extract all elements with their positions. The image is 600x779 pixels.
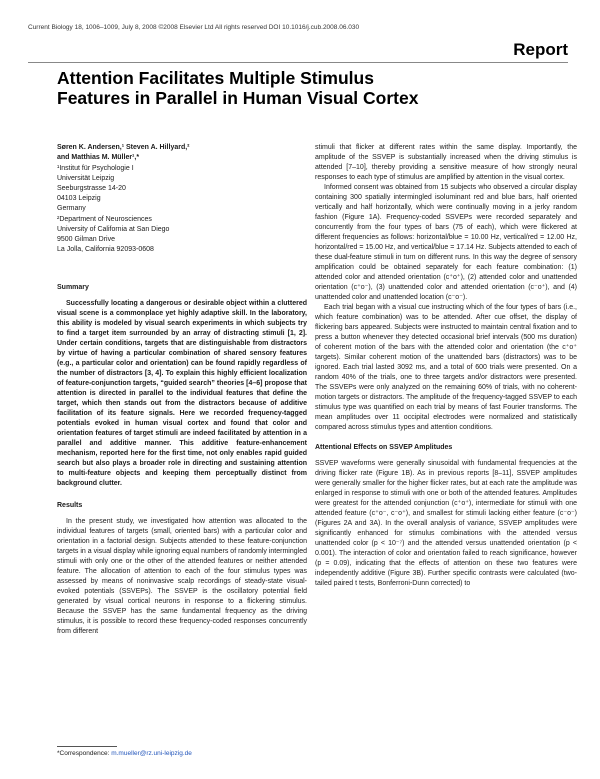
author-list xyxy=(57,143,307,163)
affiliation-2 xyxy=(57,215,307,255)
article-title xyxy=(57,68,537,108)
summary-text: Successfully locating a dangerous or desirable object within a cluttered visual scene is a commonplace yet highly adaptive skill. In the laboratory, this ability is modeled by visual search experiments in which subjects try to find a target item surrounded by an array of distracting stimuli [1, 2]. Under certain conditions, targets that are distinguishable from distractors by virtue of having a particular combination of shared sensory features (e.g., a particular color and orientation) can be found rapidly regardless of the number of distractors [3, 4]. To explain this highly efficient localization of feature-conjunction targets, “guided search” theories [4–6] propose that attention is directed in parallel to the individual features that define the target, which then stands out from the distractors because of additive facilitation of its feature signals. Here we recorded frequency-tagged potentials evoked in human visual cortex and found that color and orientation features of target stimuli are indeed facilitated by attention in a parallel and additive manner. This additive feature-enhancement mechanism, reported here for the first time, not only enables rapid guided search but also plays a broader role in directing and sustaining attention to multi-feature objects and keeping them perceptually distinct from background clutter. xyxy=(57,300,307,487)
right-column xyxy=(315,143,577,589)
header-rule xyxy=(28,62,568,63)
affiliation-2-line: La Jolla, California 92093-0608 xyxy=(57,246,154,253)
right-paragraph-3: Each trial began with a visual cue instructing which of the four types of bars (i.e., which feature combination) was to be attended. After cue offset, the display of flickering bars appeared. Subjects were instructed to maintain central fixation and to press a button whenever they detected occasional brief intervals (500 ms duration) of coherent motion of the bars with the attended color and orientation (the c⁺o⁺ targets). Similar coherent motion of the unattended bars (distractors) was to be ignored. Each trial lasted 3092 ms, and a total of 600 trials were presented. On a random 40% of the trials, one to three targets and/or distractors were presented. The SSVEPs were only analyzed on the remaining 60% of trials, with no coherent-motion targets or distractors. The amplitude of the frequency-tagged SSVEP to each stimulus type was quantified on each trial by means of fast Fourier transforms. The mean amplitudes over 11 occipital electrodes were normalized and statistically compared across stimulus types and attention conditions. xyxy=(315,304,577,431)
section-label: Report xyxy=(513,40,568,59)
affiliation-1-line: Universität Leipzig xyxy=(57,175,115,182)
summary-heading: Summary xyxy=(57,284,89,291)
right-paragraph-1: stimuli that flicker at different rates within the same display. Importantly, the amplitude of the SSVEP is substantially increased when the driving stimulus is attended [7–10], thereby providing a sensitive measure of how strongly neural responses to each type of stimulus are amplified by attention in the visual cortex. xyxy=(315,144,577,181)
author-line-2: and Matthias M. Müller¹,* xyxy=(57,154,140,161)
left-column xyxy=(57,143,307,637)
affiliation-2-line: 9500 Gilman Drive xyxy=(57,236,115,243)
affiliation-1 xyxy=(57,164,307,214)
affiliation-2-line: University of California at San Diego xyxy=(57,226,170,233)
results-paragraph-1: In the present study, we investigated how attention was allocated to the individual features of targets (small, oriented bars) with a particular color and orientation in a factorial design. Subjects attended to these feature-conjunction targets in a visual display while ignoring equal numbers of randomly intermingled stimuli with only one or the other of the attended features or neither attended feature. The allocation of attention to each of the four stimulus types was assessed by means of noninvasive scalp recordings of steady-state visual-evoked potentials (SSVEPs). The SSVEP is the oscillatory potential field generated by visual cortical neurons in response to a flickering stimulus. Because the SSVEP has the same fundamental frequency as the driving stimulus, it is possible to record these frequency-coded responses concurrently from different xyxy=(57,518,307,635)
author-line-1: Søren K. Andersen,¹ Steven A. Hillyard,² xyxy=(57,144,190,151)
affiliation-2-line: ²Department of Neurosciences xyxy=(57,216,152,223)
correspondence-label: *Correspondence: xyxy=(57,750,112,757)
title-line-1: Attention Facilitates Multiple Stimulus xyxy=(57,68,374,88)
right-paragraph-2: Informed consent was obtained from 15 subjects who observed a circular display containing 300 spatially intermingled isoluminant red and blue bars, half oriented vertically and half horizontally, which were continually moving in a jerky random fashion (Figure 1A). Frequency-coded SSVEPs were recorded separately and concurrently from the four types of bars (75 of each), which were flickered at different frequencies as follows: horizontal/blue = 10.00 Hz, vertical/red = 12.00 Hz, horizontal/red = 15.00 Hz, and vertical/blue = 17.14 Hz. Subjects attended to each of these dual-feature stimuli in turn on different runs. In this way the degree of sensory amplification could be obtained separately for each feature combination: (1) attended color and attended orientation (c⁺o⁺), (2) attended color and unattended orientation (c⁺o⁻), (3) unattended color and attended orientation (c⁻o⁺), and (4) unattended color and unattended location (c⁻o⁻). xyxy=(315,184,577,301)
footnote-rule xyxy=(57,746,117,747)
journal-citation-line: Current Biology 18, 1006–1009, July 8, 2008 ©2008 Elsevier Ltd All rights reserved DOI 10.1016/j.cub.2008.06.030 xyxy=(28,24,360,31)
correspondence-footnote xyxy=(57,746,307,757)
attentional-effects-heading: Attentional Effects on SSVEP Amplitudes xyxy=(315,444,453,451)
correspondence-email-link[interactable]: m.mueller@rz.uni-leipzig.de xyxy=(111,750,192,757)
affiliation-1-line: Seeburgstrasse 14-20 xyxy=(57,185,126,192)
affiliation-1-line: 04103 Leipzig xyxy=(57,195,101,202)
affiliation-1-line: ¹Institut für Psychologie I xyxy=(57,165,134,172)
title-line-2: Features in Parallel in Human Visual Cortex xyxy=(57,88,419,108)
affiliation-1-line: Germany xyxy=(57,205,86,212)
results-heading: Results xyxy=(57,502,83,509)
right-paragraph-4: SSVEP waveforms were generally sinusoidal with fundamental frequencies at the driving flicker rate (Figure 1B). As in previous reports [8–11], SSVEP amplitudes were generally smaller for the higher flicker rates, but at each rate the amplitude was enlarged in response to stimuli with one or both of the attended features. Amplitudes were greatest for the attended conjunction (c⁺o⁺), intermediate for stimuli with one attended feature (c⁺o⁻, c⁻o⁺), and smallest for stimuli lacking either feature (c⁻o⁻) (Figures 2A and 3A). In the overall analysis of variance, SSVEP amplitudes were significantly enhanced for stimulus combinations with the attended versus unattended color (p < 10⁻⁷) and the attended versus unattended orientation (p < 0.001). The interaction of color and orientation failed to reach significance, however (p = 0.09), indicating that the effects of attention on these two features were independently additive (Figure 3B). Further specific contrasts were calculated (two-tailed paired t tests, Bonferroni-Dunn corrected) to xyxy=(315,460,577,587)
